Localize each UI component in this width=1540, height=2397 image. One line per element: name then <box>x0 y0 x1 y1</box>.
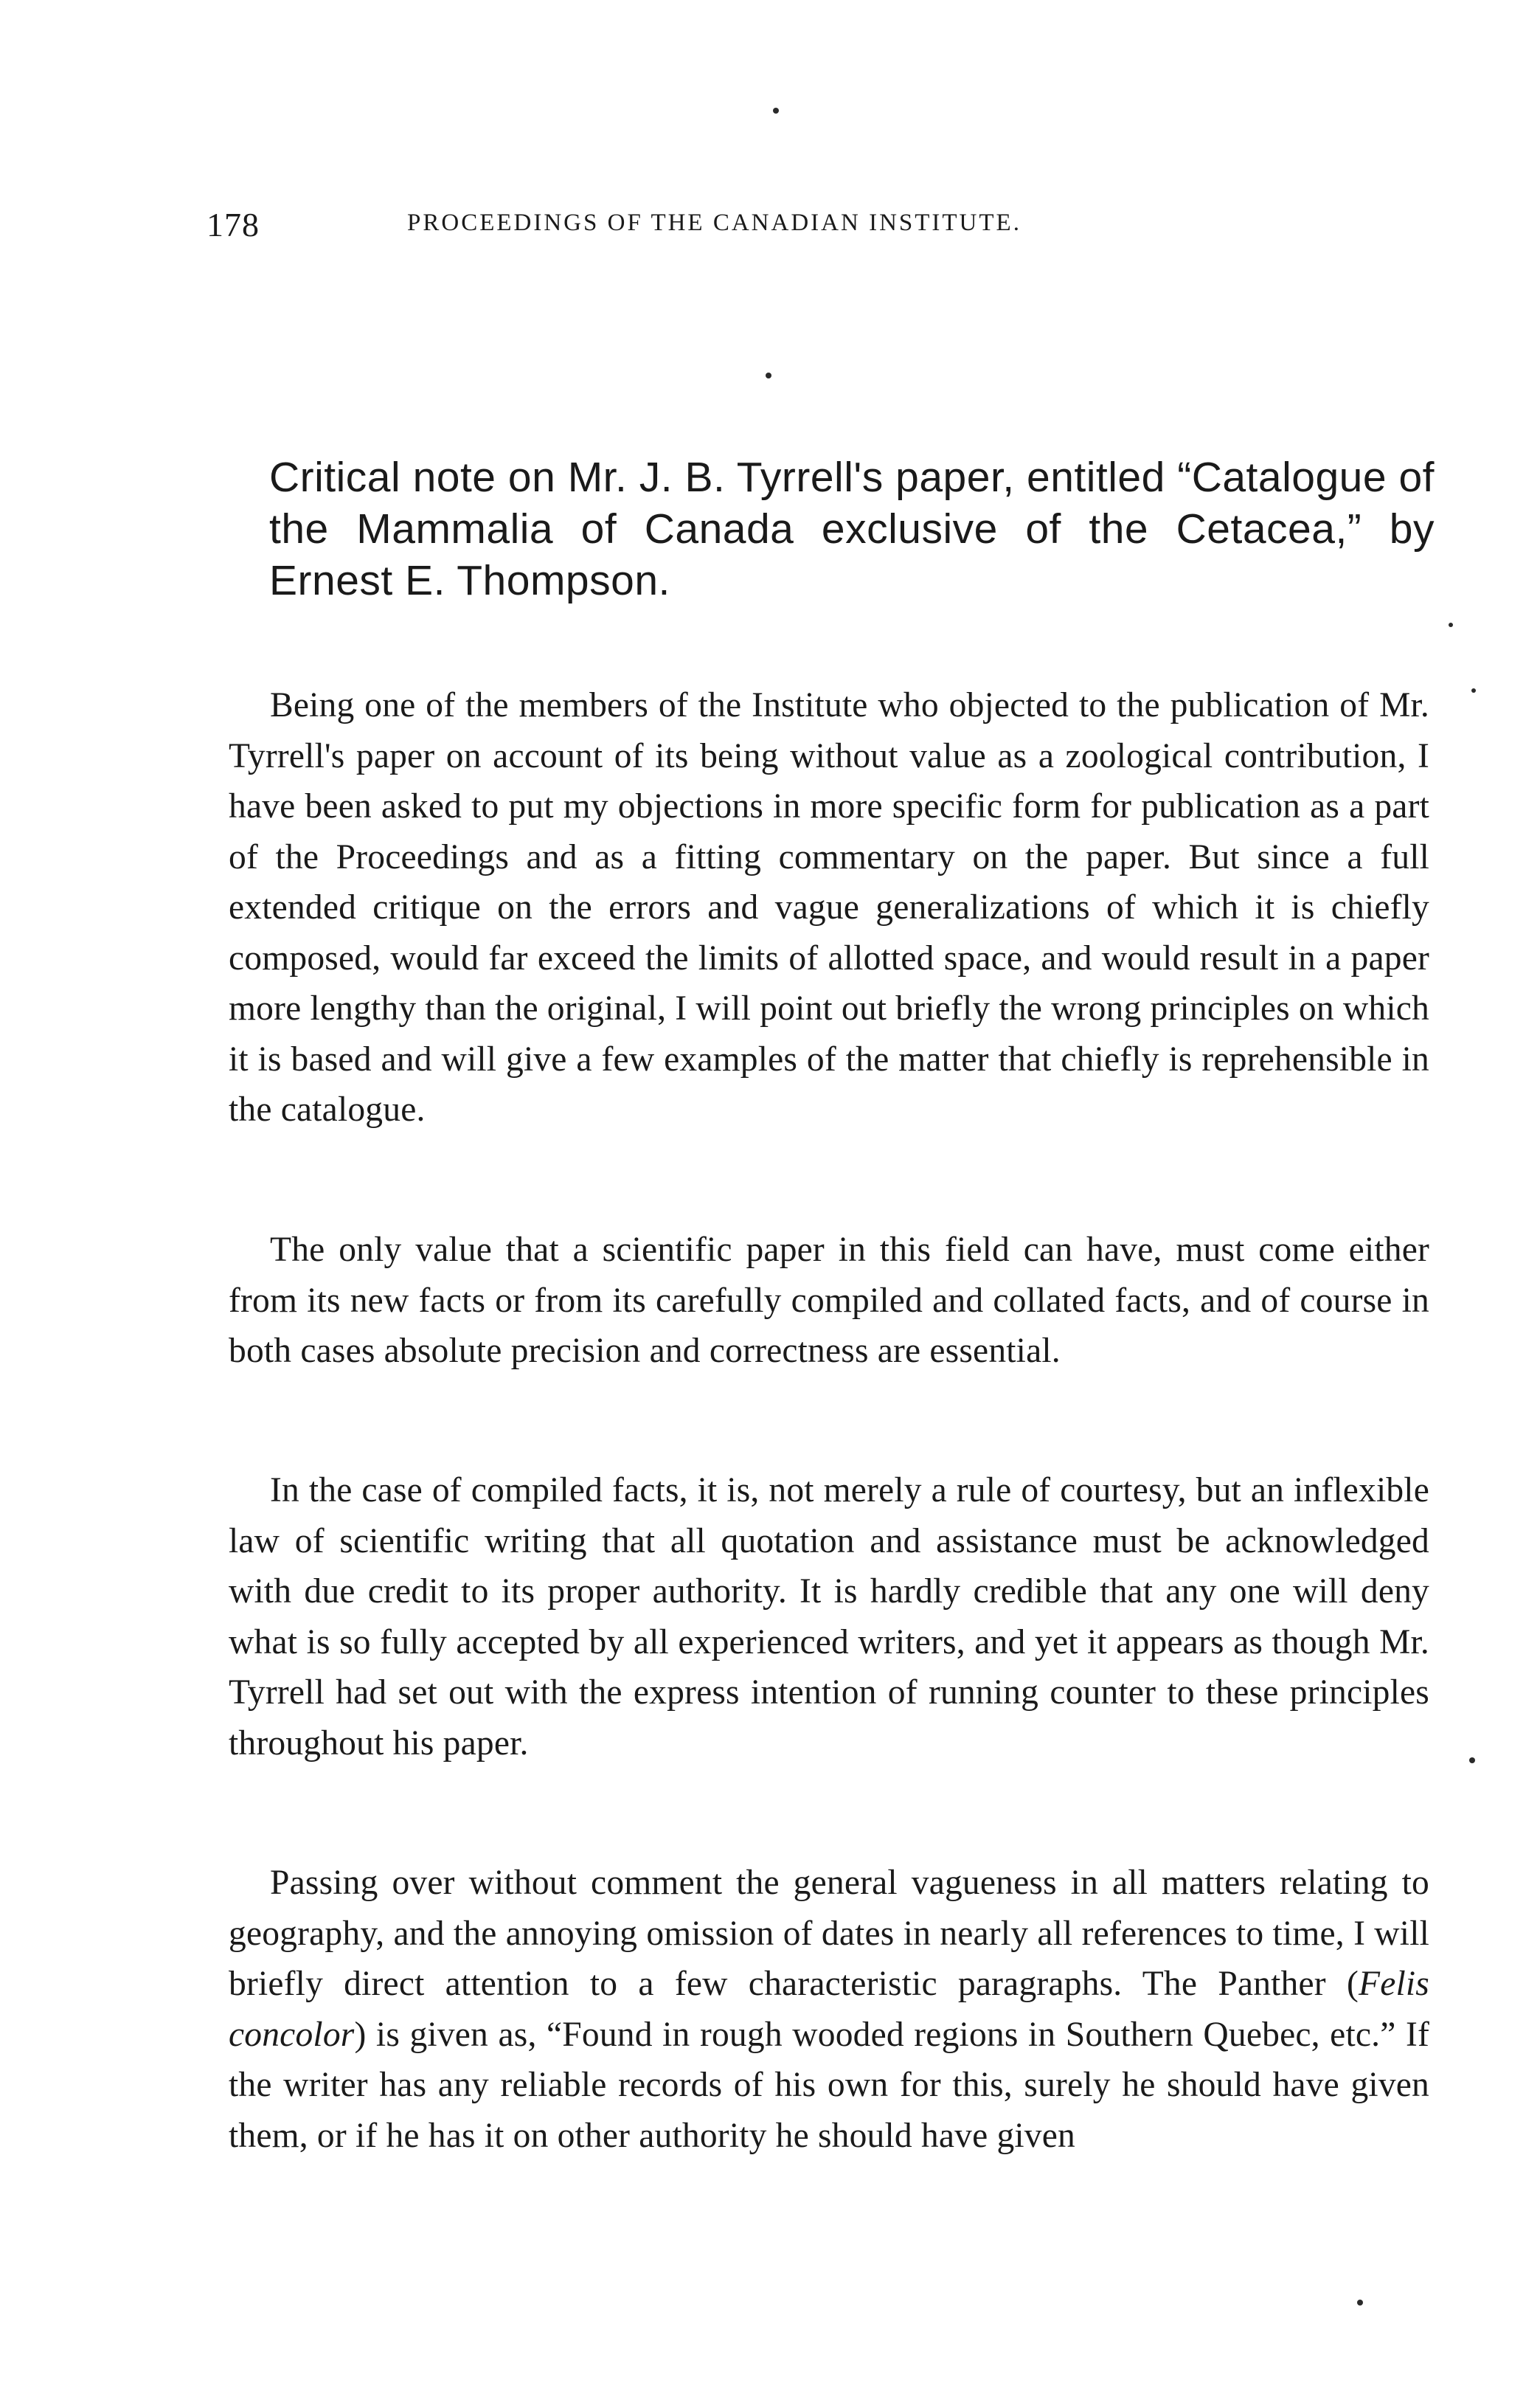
paragraph-4-text-end: ) is given as, “Found in rough wooded regions in Southern Quebec, etc.” If the writer has any reliable records of his own for this, surely he should have given them, or if he has it on other authority he should have given <box>229 2015 1429 2155</box>
scan-speck <box>1471 688 1476 693</box>
running-header <box>207 205 1210 249</box>
paragraph-3: In the case of compiled facts, it is, not merely a rule of courtesy, but an inflexible law of scientific writing that all quotation and assistance must be acknowledged with due credit to its proper authority. It is hardly credible that any one will deny what is so fully accepted by all experienced writers, and yet it appears as though Mr. Tyrrell had set out with the express intention of running counter to these principles throughout his paper. <box>229 1471 1429 1763</box>
paragraph-4-text-start: Passing over without comment the general vagueness in all matters relating to geography, and the annoying omission of dates in nearly all references to time, I will briefly direct attention to a few characteristic paragraphs. The Panther ( <box>229 1864 1429 2003</box>
paragraph-4 <box>229 1858 1429 2161</box>
article-title: Critical note on Mr. J. B. Tyrrell's paper, entitled “Catalogue of the Mammalia of Canada exclusive of the Cetacea,” by Ernest E. Thompson. <box>269 454 1435 604</box>
species-name: Felis concolor <box>229 1965 1429 2054</box>
page-number: 178 <box>207 206 260 243</box>
scan-speck <box>766 373 771 378</box>
paragraph-2: The only value that a scientific paper in this field can have, must come either from its new facts or from its carefully compiled and collated facts, and of course in both cases absolute precision and correctness are essential. <box>229 1231 1429 1370</box>
scan-speck <box>773 108 779 114</box>
running-title: PROCEEDINGS OF THE CANADIAN INSTITUTE. <box>407 210 1022 236</box>
paragraph-1: Being one of the members of the Institute who objected to the publication of Mr. Tyrrell's paper on account of its being without value as a zoological contribution, I have been asked to put my objections in more specific form for publication as a part of the Proceedings and as a fitting commentary on the paper. But since a full extended critique on the errors and vague generalizations of which it is chiefly composed, would far exceed the limits of allotted space, and would result in a paper more lengthy than the original, I will point out briefly the wrong principles on which it is based and will give a few examples of the matter that chiefly is reprehensible in the catalogue. <box>229 686 1429 1129</box>
scan-speck <box>1469 1757 1475 1763</box>
scan-speck <box>1449 623 1453 627</box>
scan-speck <box>1357 2300 1363 2306</box>
